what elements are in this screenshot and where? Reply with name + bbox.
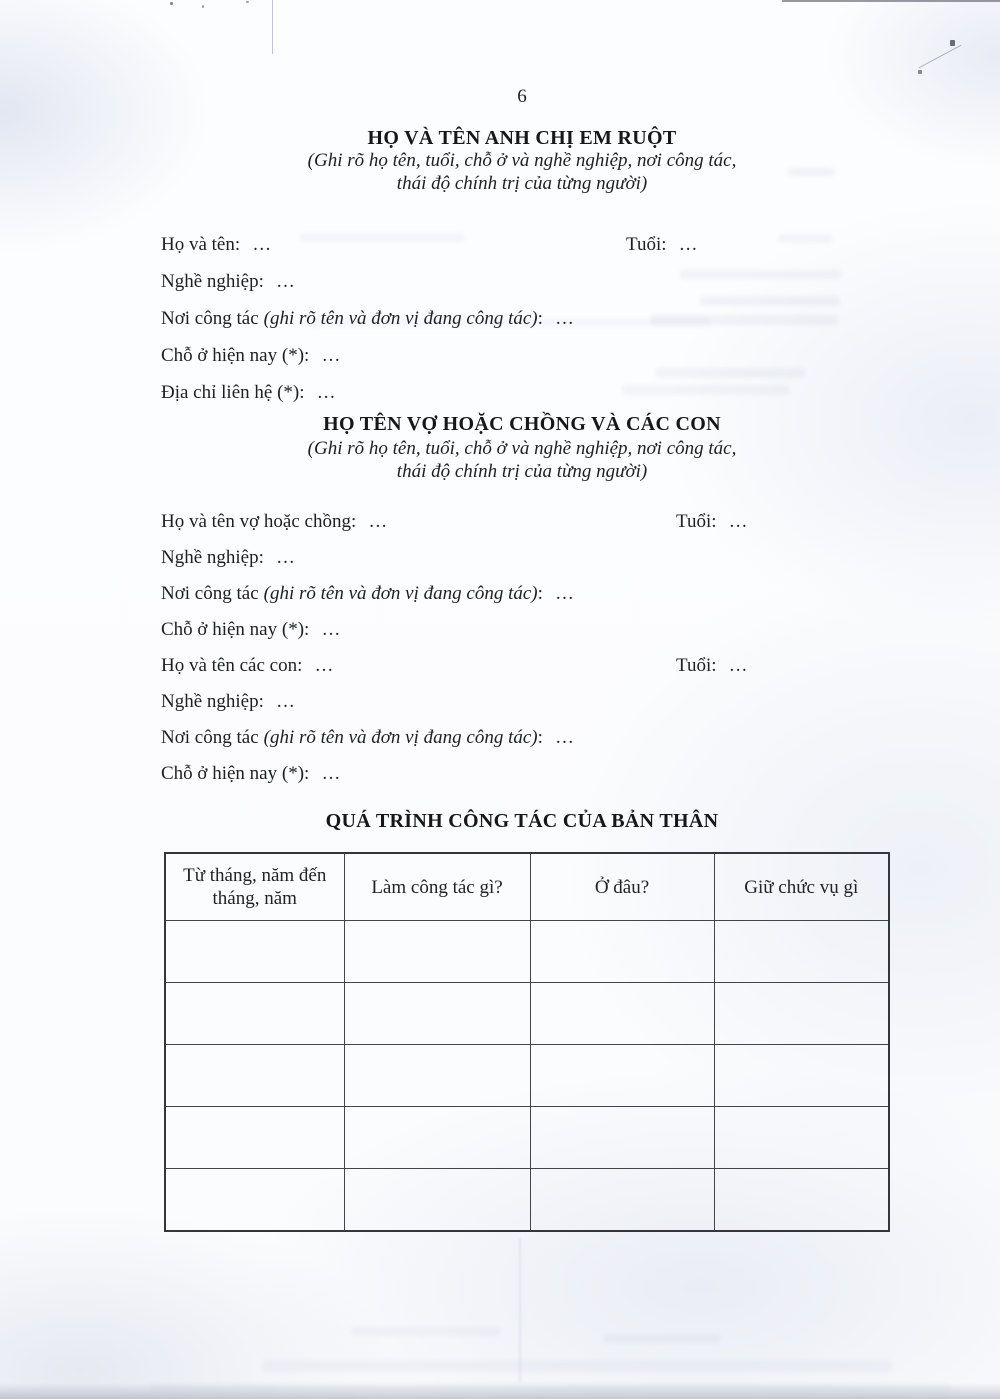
field-row-sibling-residence	[161, 337, 871, 374]
table-cell	[344, 1107, 530, 1169]
table-cell	[344, 1045, 530, 1107]
spouse-job-fill: ...	[276, 547, 296, 568]
spouse-workplace-fill: ...	[555, 583, 575, 604]
table-cell	[344, 983, 530, 1045]
table-cell	[530, 921, 714, 983]
field-row-spouse-job	[161, 540, 871, 576]
work-history-title: QUÁ TRÌNH CÔNG TÁC CỦA BẢN THÂN	[325, 810, 719, 832]
field-row-sibling-job	[161, 263, 871, 300]
table-cell	[714, 983, 889, 1045]
work-history-row	[165, 1107, 889, 1169]
children-name-label: Họ và tên các con:	[161, 655, 303, 676]
col-header-period: Từ tháng, năm đến tháng, năm	[165, 853, 344, 921]
spouse-age-group	[676, 504, 748, 540]
spouse-workplace-colon: :	[537, 583, 543, 604]
col-header-task: Làm công tác gì?	[344, 853, 530, 921]
spouse-subtitle-line1: (Ghi rõ họ tên, tuổi, chỗ ở và nghề nghiệp, nơi công tác,	[307, 438, 737, 459]
scan-speck	[170, 2, 173, 5]
bleed-through-smudge	[150, 1383, 950, 1393]
scan-bottom-edge	[0, 1383, 1000, 1399]
spouse-workplace-label: Nơi công tác	[161, 583, 259, 604]
work-history-header-row	[165, 853, 889, 921]
bleed-through-smudge	[603, 1334, 721, 1343]
table-cell	[165, 1169, 344, 1232]
spouse-name-label: Họ và tên vợ hoặc chồng:	[161, 511, 357, 532]
spouse-job-label: Nghề nghiệp:	[161, 547, 264, 568]
spouse-name-fill: ...	[369, 511, 388, 532]
children-workplace-note: (ghi rõ tên và đơn vị đang công tác)	[263, 727, 538, 748]
scan-speck	[918, 70, 922, 74]
col-header-position: Giữ chức vụ gì	[714, 853, 889, 921]
sibling-name-label: Họ và tên:	[161, 234, 241, 255]
sibling-residence-fill: ...	[322, 345, 342, 366]
field-row-children-job	[161, 684, 871, 720]
scan-crease	[519, 1238, 521, 1383]
spouse-residence-fill: ...	[322, 619, 342, 640]
children-residence-fill: ...	[322, 763, 342, 784]
children-name-fill: ...	[315, 655, 335, 676]
field-row-sibling-name	[161, 226, 871, 263]
sibling-workplace-colon: :	[537, 308, 543, 329]
field-row-spouse-name	[161, 504, 871, 540]
siblings-subtitle-line2: thái độ chính trị của từng người)	[396, 173, 648, 194]
children-job-label: Nghề nghiệp:	[161, 691, 264, 712]
table-cell	[165, 1107, 344, 1169]
bleed-through-smudge	[262, 1360, 892, 1372]
spouse-subtitle-line2: thái độ chính trị của từng người)	[396, 461, 648, 482]
field-row-sibling-contact	[161, 374, 871, 411]
bleed-through-smudge	[350, 1327, 500, 1336]
children-residence-label: Chỗ ở hiện nay (*):	[161, 763, 310, 784]
sibling-age-group	[626, 226, 698, 263]
table-cell	[714, 1107, 889, 1169]
sibling-name-fill: ...	[253, 234, 272, 255]
table-cell	[344, 1169, 530, 1232]
siblings-fields	[161, 226, 871, 411]
sibling-age-fill: ...	[679, 234, 699, 255]
spouse-residence-label: Chỗ ở hiện nay (*):	[161, 619, 310, 640]
scan-speck	[202, 5, 204, 8]
field-row-sibling-workplace	[161, 300, 871, 337]
children-job-fill: ...	[276, 691, 296, 712]
sibling-job-label: Nghề nghiệp:	[161, 271, 264, 292]
work-history-row	[165, 1045, 889, 1107]
work-history-row	[165, 983, 889, 1045]
table-cell	[344, 921, 530, 983]
work-history-row	[165, 921, 889, 983]
spouse-age-label: Tuổi:	[676, 511, 717, 532]
scan-scratch	[919, 45, 962, 68]
children-workplace-fill: ...	[555, 727, 575, 748]
sibling-residence-label: Chỗ ở hiện nay (*):	[161, 345, 310, 366]
siblings-subtitle-line1: (Ghi rõ họ tên, tuổi, chỗ ở và nghề nghiệp, nơi công tác,	[307, 150, 737, 171]
sibling-workplace-note: (ghi rõ tên và đơn vị đang công tác)	[263, 308, 538, 329]
scan-speck	[950, 40, 955, 46]
field-row-children-residence	[161, 756, 871, 792]
table-cell	[714, 921, 889, 983]
children-workplace-label: Nơi công tác	[161, 727, 259, 748]
table-cell	[165, 983, 344, 1045]
sibling-workplace-label: Nơi công tác	[161, 308, 259, 329]
table-cell	[530, 1045, 714, 1107]
field-row-spouse-residence	[161, 612, 871, 648]
spouse-workplace-note: (ghi rõ tên và đơn vị đang công tác)	[263, 583, 538, 604]
table-cell	[714, 1169, 889, 1232]
spouse-age-fill: ...	[729, 511, 749, 532]
page-number: 6	[517, 86, 527, 107]
table-cell	[530, 1107, 714, 1169]
siblings-section-title: HỌ VÀ TÊN ANH CHỊ EM RUỘT	[367, 127, 677, 149]
table-cell	[714, 1045, 889, 1107]
sibling-job-fill: ...	[276, 271, 296, 292]
work-history-row	[165, 1169, 889, 1232]
children-age-label: Tuổi:	[676, 655, 717, 676]
field-row-children-name	[161, 648, 871, 684]
children-age-group	[676, 648, 748, 684]
sibling-contact-label: Địa chỉ liên hệ (*):	[161, 382, 305, 403]
field-row-children-workplace	[161, 720, 871, 756]
field-row-spouse-workplace	[161, 576, 871, 612]
sibling-contact-fill: ...	[317, 382, 337, 403]
table-cell	[165, 1045, 344, 1107]
scan-edge-line	[782, 0, 1000, 2]
children-age-fill: ...	[729, 655, 749, 676]
col-header-where: Ở đâu?	[530, 853, 714, 921]
sibling-age-label: Tuổi:	[626, 234, 667, 255]
table-cell	[165, 921, 344, 983]
scan-speck	[246, 1, 249, 3]
sibling-workplace-fill: ...	[555, 308, 575, 329]
spouse-children-fields	[161, 504, 871, 792]
table-cell	[530, 1169, 714, 1232]
table-cell	[530, 983, 714, 1045]
work-history-table	[164, 852, 890, 1232]
children-workplace-colon: :	[537, 727, 543, 748]
scan-fold-line	[272, 0, 273, 54]
spouse-section-title: HỌ TÊN VỢ HOẶC CHỒNG VÀ CÁC CON	[323, 413, 721, 435]
